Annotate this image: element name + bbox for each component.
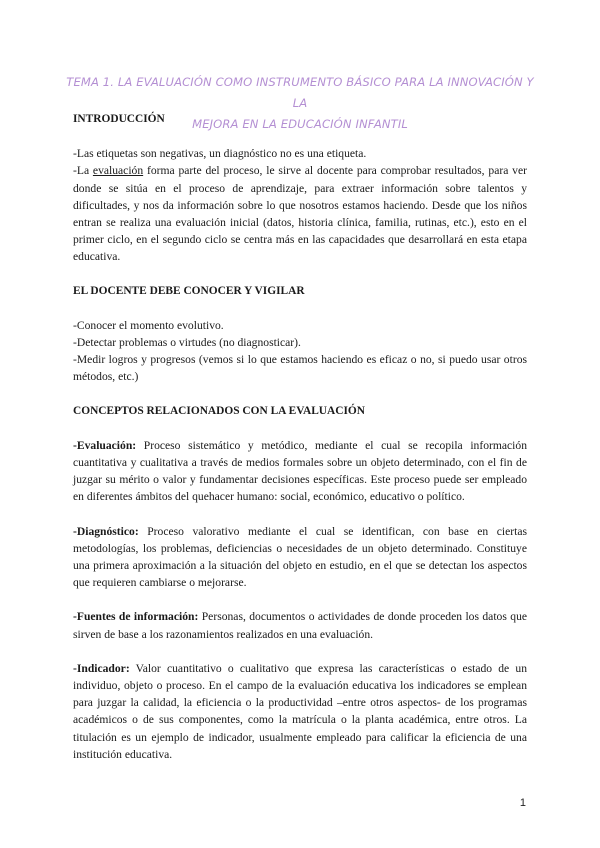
definition-term: -Indicador: xyxy=(73,661,130,675)
list-item: -Conocer el momento evolutivo. xyxy=(73,318,224,332)
intro-paragraph-2 xyxy=(73,162,527,265)
intro-paragraph-1: -Las etiquetas son negativas, un diagnóstico no es una etiqueta. xyxy=(73,147,367,161)
definition-text: Valor cuantitativo o cualitativo que expresa las características o estado de un individuo, objeto o proceso. En el campo de la evaluación educativa los indicadores se emplean para juzgar la calidad, la eficiencia o la productividad –entre otros aspectos- de los programas académicos o de sus componentes, como la matrícula o la planta académica, entre otros. La titulación es un ejemplo de indicador, usualmente empleado para calificar la eficiencia de una institución educativa. xyxy=(73,661,527,761)
definition-text: Proceso valorativo mediante el cual se identifican, con base en ciertas metodologías, los problemas, deficiencias o necesidades de un objeto determinado. Constituye una primera aproximación a la situación del objeto en estudio, en el que se detectan los aspectos que requieren cambiarse o mejorarse. xyxy=(73,524,527,590)
definition-text: Personas, documentos o actividades de donde proceden los datos que sirven de base a los razonamientos realizados en una evaluación. xyxy=(73,610,528,641)
section-heading-conceptos: CONCEPTOS RELACIONADOS CON LA EVALUACIÓN xyxy=(73,404,365,417)
definition-term: -Evaluación: xyxy=(73,438,137,452)
list-item: -Medir logros y progresos (vemos si lo que estamos haciendo es eficaz o no, si puedo usar otros métodos, etc.) xyxy=(73,353,527,384)
definition-indicador xyxy=(73,660,527,763)
page-number: 1 xyxy=(519,797,526,809)
document-body xyxy=(73,111,527,763)
title-line-1: TEMA 1. LA EVALUACIÓN COMO INSTRUMENTO BÁSICO PARA LA INNOVACIÓN Y LA xyxy=(66,75,534,110)
title-line-2: MEJORA EN LA EDUCACIÓN INFANTIL xyxy=(192,117,408,131)
definition-text: Proceso sistemático y metódico, mediante el cual se recopila información cuantitativa y cualitativa a través de medios formales sobre un objeto determinado, con el fin de juzgar su mérito o valor y fundamentar decisiones específicas. Este proceso puede ser empleado en diferentes ámbitos del quehacer humano: social, económico, educativo o político. xyxy=(73,438,527,504)
definition-diagnostico xyxy=(73,523,527,592)
section-heading-introduccion: INTRODUCCIÓN xyxy=(73,113,165,125)
intro-p2-prefix: -La xyxy=(73,164,93,178)
list-item: -Detectar problemas o virtudes (no diagnosticar). xyxy=(73,336,301,350)
definition-term: -Diagnóstico: xyxy=(73,524,139,538)
definition-term: -Fuentes de información: xyxy=(73,610,199,624)
definition-fuentes xyxy=(73,608,527,642)
intro-p2-rest: forma parte del proceso, le sirve al docente para comprobar resultados, para ver donde se sitúa en el proceso de aprendizaje, para extraer información sobre talentos y dificultades, y nos da información sobre lo que nosotros estamos haciendo. Desde que los niños entran se realiza una evaluación inicial (datos, historia clínica, familia, rutinas, etc.), esto en el primer ciclo, en el segundo ciclo se centra más en las capacidades que desarrollará en esta etapa educativa. xyxy=(73,164,527,264)
definition-evaluacion xyxy=(73,437,527,506)
section-heading-docente: EL DOCENTE DEBE CONOCER Y VIGILAR xyxy=(73,284,305,297)
underlined-term: evaluación xyxy=(92,164,144,178)
